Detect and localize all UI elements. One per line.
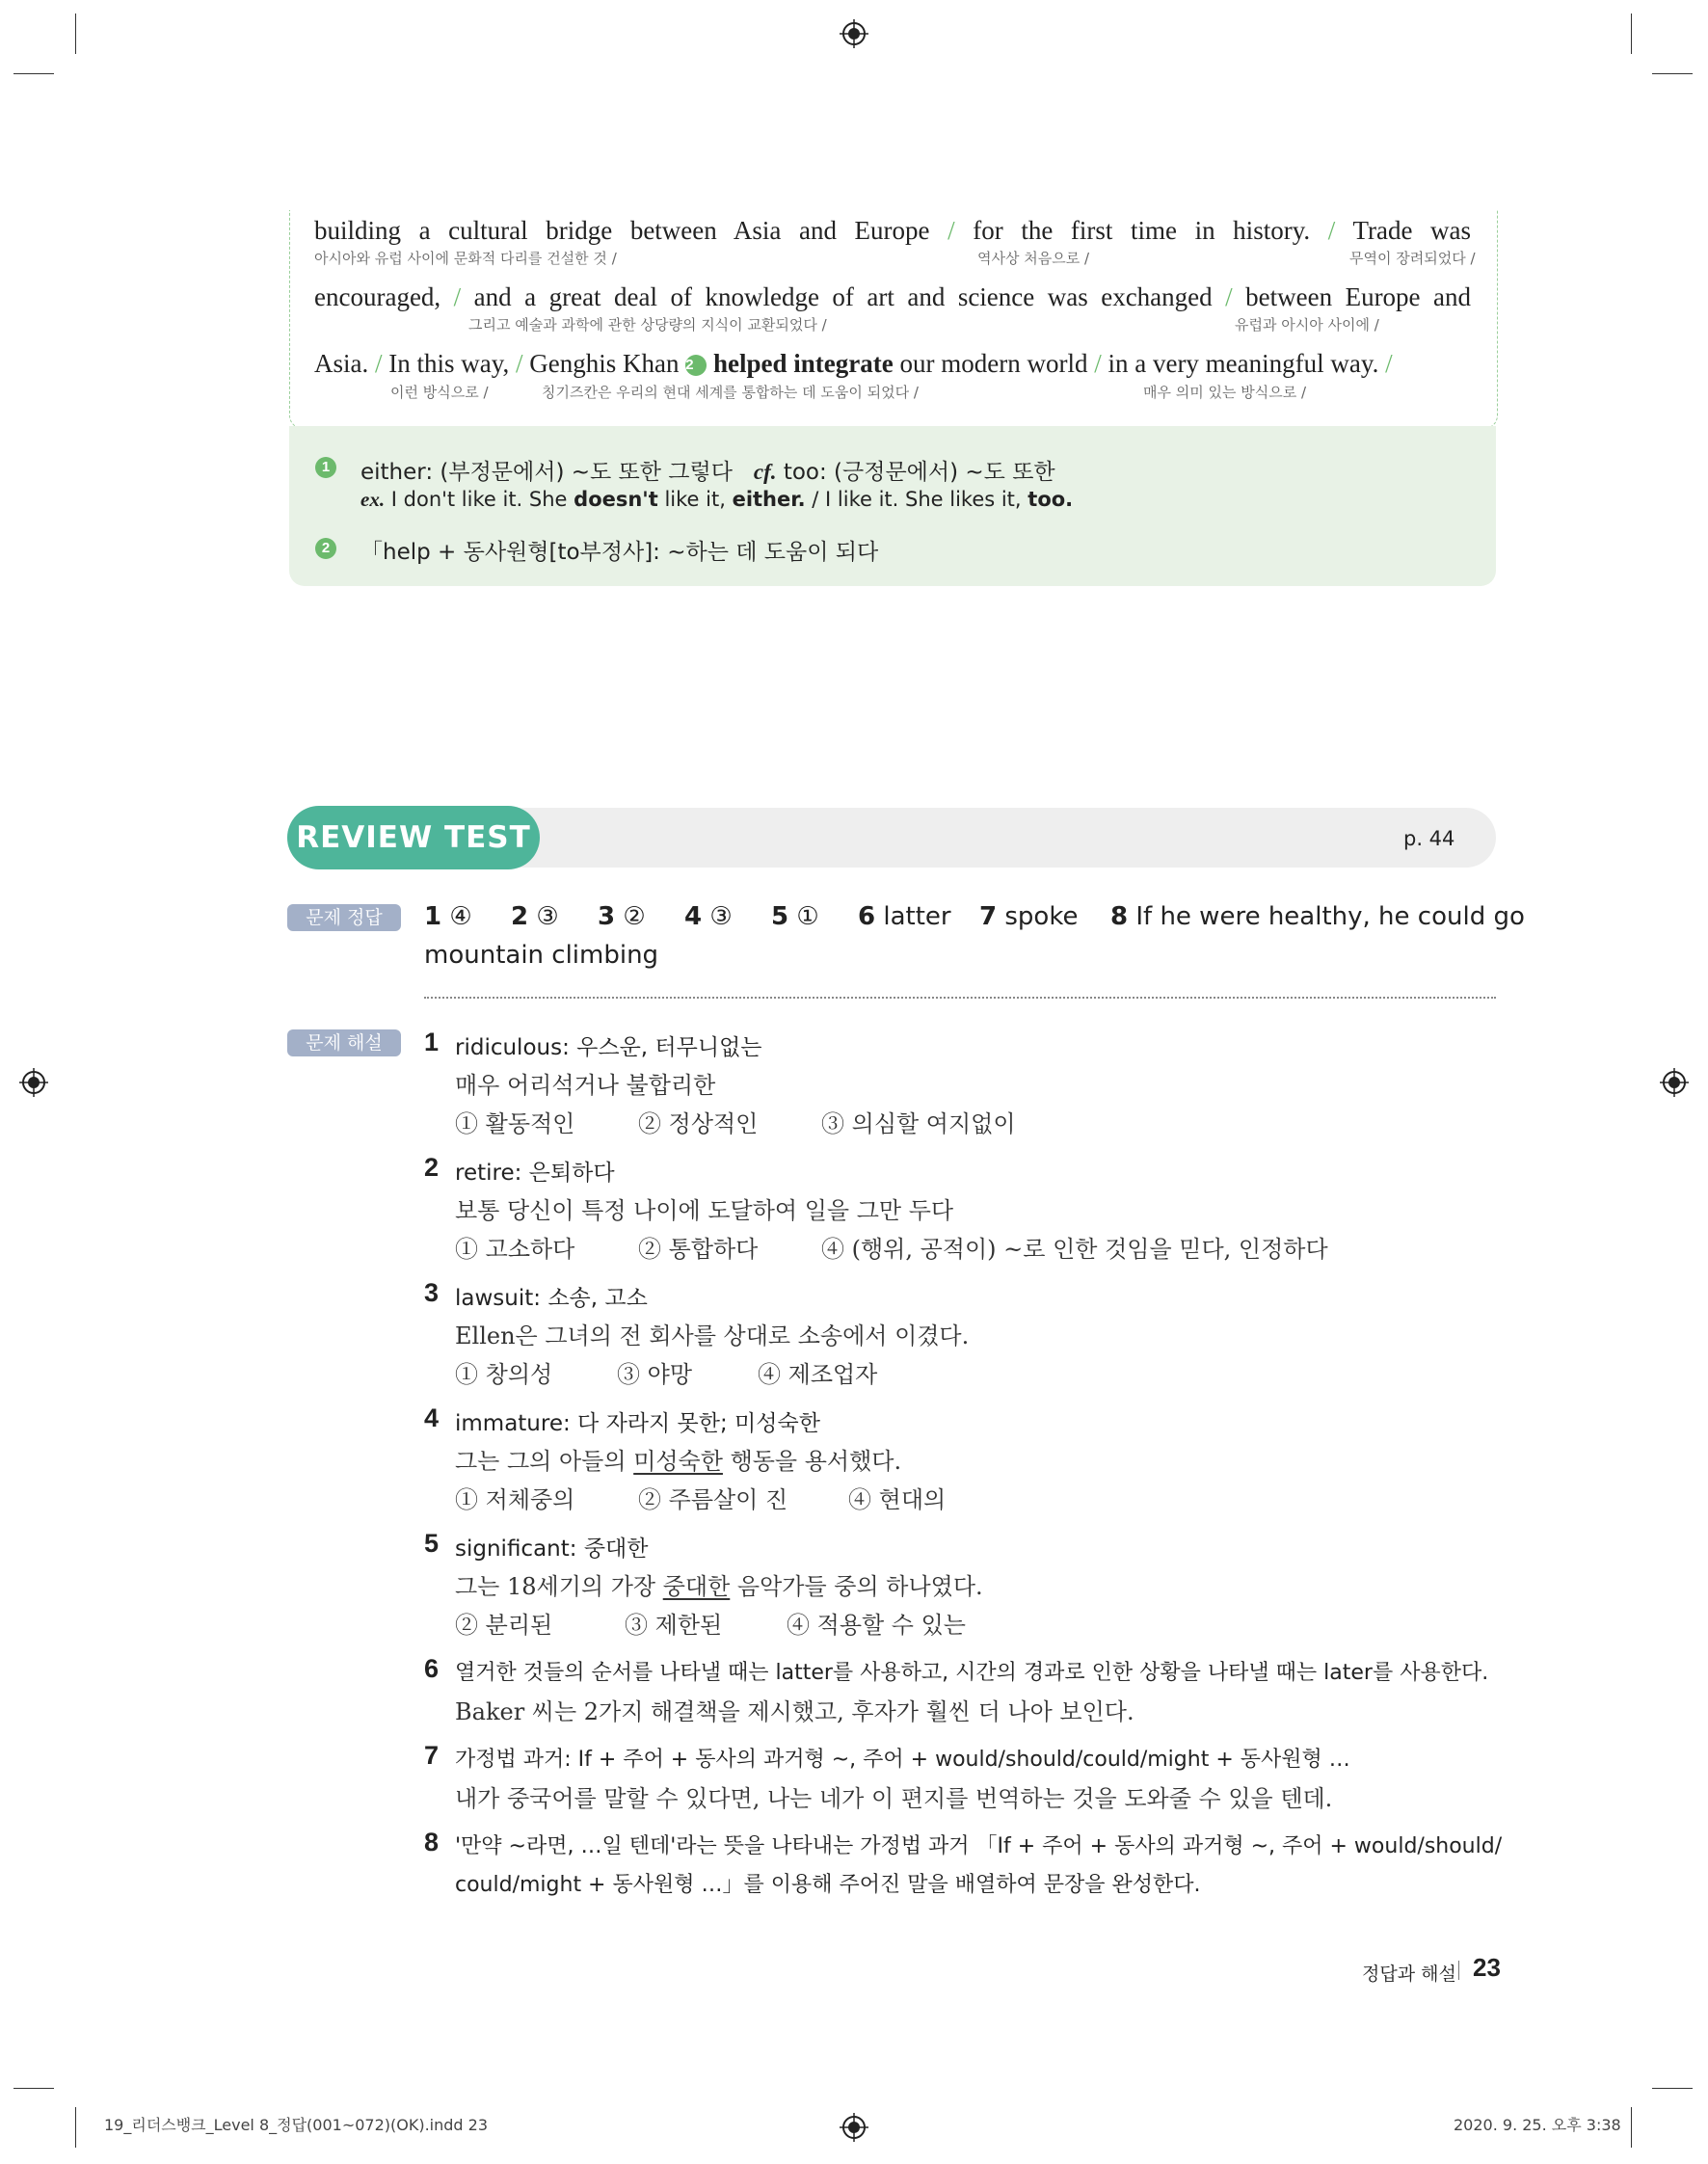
item-sentence: 내가 중국어를 말할 수 있다면, 나는 네가 이 편지를 번역하는 것을 도와줄 수 있을 텐데. bbox=[455, 1785, 1333, 1812]
note-number: 1 bbox=[315, 457, 336, 478]
answer-number: 7 bbox=[979, 902, 998, 931]
gloss: 그리고 예술과 과학에 관한 상당량의 지식이 교환되었다 / bbox=[468, 316, 827, 334]
passage-line-2 bbox=[314, 284, 1471, 310]
item-choice: ③ 제한된 bbox=[625, 1612, 723, 1639]
answer-number: 2 bbox=[511, 902, 529, 931]
passage-line-1 bbox=[314, 218, 1471, 244]
registration-mark-icon bbox=[1660, 1068, 1689, 1097]
answer-item bbox=[771, 902, 819, 931]
print-slug-date: 2020. 9. 25. 오후 3:38 bbox=[1454, 2116, 1621, 2134]
item-choice: ② 정상적인 bbox=[638, 1110, 759, 1137]
item-choice: ④ (행위, 공적이) ~로 인한 것임을 믿다, 인정하다 bbox=[821, 1236, 1328, 1263]
crop-mark bbox=[1652, 73, 1693, 74]
passage-text: for the first time in history. bbox=[973, 216, 1311, 245]
note-marker: 2 bbox=[685, 355, 707, 376]
passage-text: In this way, bbox=[388, 349, 510, 378]
item-choice: ① 고소하다 bbox=[455, 1236, 575, 1263]
note-text-part: either: (부정문에서) ~도 또한 그렇다 bbox=[360, 460, 733, 485]
item-headword: ridiculous: 우스운, 터무니없는 bbox=[455, 1035, 762, 1060]
item-choice: ④ 제조업자 bbox=[758, 1361, 878, 1388]
explanation-tag: 문제 해설 bbox=[287, 1029, 401, 1056]
item-headword: retire: 은퇴하다 bbox=[455, 1161, 615, 1186]
item-number: 4 bbox=[424, 1403, 440, 1432]
slash: / bbox=[947, 216, 955, 245]
answer-item bbox=[598, 902, 646, 931]
passage-text: building a cultural bridge between Asia and Europe bbox=[314, 216, 930, 245]
slash: / bbox=[1225, 282, 1233, 311]
example-key: either. bbox=[732, 488, 806, 511]
registration-mark-icon bbox=[19, 1068, 48, 1097]
registration-mark-icon bbox=[840, 19, 868, 48]
gloss: 유럽과 아시아 사이에 / bbox=[1235, 316, 1379, 334]
gloss: 역사상 처음으로 / bbox=[977, 250, 1090, 267]
item-sentence: Ellen은 그녀의 전 회사를 상대로 소송에서 이겼다. bbox=[455, 1322, 970, 1349]
answer-item bbox=[424, 902, 472, 931]
crop-mark bbox=[75, 13, 76, 54]
item-sentence: 매우 어리석거나 불합리한 bbox=[455, 1072, 716, 1099]
answer-value: ③ bbox=[536, 902, 559, 931]
note-example bbox=[360, 488, 1073, 512]
passage-line-3 bbox=[314, 351, 1500, 377]
item-number: 1 bbox=[424, 1028, 440, 1056]
footer-section-label: 정답과 해설 bbox=[1362, 1964, 1456, 1985]
slash: / bbox=[453, 282, 462, 311]
answer-item bbox=[1110, 902, 1525, 931]
example-text: / I like it. She likes it, bbox=[812, 488, 1022, 511]
underlined-word: 중대한 bbox=[662, 1573, 731, 1600]
page-number: 23 bbox=[1473, 1953, 1501, 1982]
crop-mark bbox=[75, 2107, 76, 2148]
item-sentence bbox=[455, 1567, 983, 1601]
gloss: 매우 의미 있는 방식으로 / bbox=[1143, 384, 1307, 401]
slash: / bbox=[1327, 216, 1336, 245]
gloss: 칭기즈칸은 우리의 현대 세계를 통합하는 데 도움이 되었다 / bbox=[542, 384, 919, 401]
item-sentence: Baker 씨는 2가지 해결책을 제시했고, 후자가 훨씬 더 나아 보인다. bbox=[455, 1698, 1134, 1725]
item-explanation: could/might + 동사원형 …」를 이용해 주어진 말을 배열하여 문장을 완성한다. bbox=[455, 1873, 1201, 1897]
answer-item bbox=[511, 902, 559, 931]
item-number: 5 bbox=[424, 1529, 440, 1558]
item-choice: ③ 의심할 여지없이 bbox=[821, 1110, 1016, 1137]
dotted-divider bbox=[424, 997, 1496, 999]
item-choice: ② 분리된 bbox=[455, 1612, 553, 1639]
answer-number: 3 bbox=[598, 902, 616, 931]
answer-number: 1 bbox=[424, 902, 442, 931]
passage-text: our modern world bbox=[899, 349, 1088, 378]
passage-text: between Europe and bbox=[1245, 282, 1472, 311]
note-number: 2 bbox=[315, 538, 336, 559]
crop-mark bbox=[1652, 2088, 1693, 2089]
crop-mark bbox=[1631, 13, 1632, 54]
item-sentence bbox=[455, 1442, 901, 1476]
item-sentence: 보통 당신이 특정 나이에 도달하여 일을 그만 두다 bbox=[455, 1197, 954, 1224]
item-headword: immature: 다 자라지 못한; 미성숙한 bbox=[455, 1411, 820, 1436]
gloss: 무역이 장려되었다 / bbox=[1349, 250, 1476, 267]
ex-label: ex. bbox=[360, 488, 386, 511]
sentence-part: 그는 그의 아들의 bbox=[455, 1448, 634, 1475]
item-choice: ② 주름살이 진 bbox=[638, 1486, 788, 1513]
answer-item bbox=[684, 902, 733, 931]
answer-value: latter bbox=[883, 902, 951, 931]
item-explanation: 가정법 과거: If + 주어 + 동사의 과거형 ~, 주어 + would/should/could/might + 동사원형 … bbox=[455, 1748, 1350, 1772]
item-number: 7 bbox=[424, 1741, 440, 1770]
example-key: doesn't bbox=[574, 488, 658, 511]
sentence-part: 음악가들 중의 하나였다. bbox=[730, 1573, 983, 1600]
answer-item bbox=[979, 902, 1078, 931]
page-reference: p. 44 bbox=[1403, 827, 1455, 850]
item-choice: ④ 현대의 bbox=[848, 1486, 947, 1513]
example-text: I don't like it. She bbox=[390, 488, 568, 511]
example-key: too. bbox=[1027, 488, 1074, 511]
note-text: 「help + 동사원형[to부정사]: ~하는 데 도움이 되다 bbox=[360, 540, 879, 565]
passage-key-phrase: helped integrate bbox=[713, 349, 894, 378]
answer-value: If he were healthy, he could go bbox=[1135, 902, 1525, 931]
answer-item bbox=[858, 902, 951, 931]
item-choice: ① 창의성 bbox=[455, 1361, 553, 1388]
item-number: 2 bbox=[424, 1153, 440, 1182]
item-choice: ④ 적용할 수 있는 bbox=[787, 1612, 966, 1639]
cf-label: cf. bbox=[753, 460, 777, 484]
crop-mark bbox=[1631, 2107, 1632, 2148]
passage-text: Asia. bbox=[314, 349, 369, 378]
item-number: 3 bbox=[424, 1278, 440, 1307]
item-choice: ② 통합하다 bbox=[638, 1236, 759, 1263]
passage-text: Genghis Khan bbox=[529, 349, 680, 378]
passage-text: in a very meaningful way. bbox=[1108, 349, 1379, 378]
underlined-word: 미성숙한 bbox=[633, 1448, 723, 1475]
answer-tag: 문제 정답 bbox=[287, 904, 401, 931]
answer-number: 8 bbox=[1110, 902, 1129, 931]
answer-number: 6 bbox=[858, 902, 876, 931]
item-choice: ③ 야망 bbox=[617, 1361, 692, 1388]
sentence-part: 그는 18세기의 가장 bbox=[455, 1573, 663, 1600]
answer-number: 4 bbox=[684, 902, 703, 931]
answer-value: ① bbox=[796, 902, 819, 931]
crop-mark bbox=[13, 2088, 54, 2089]
footer-divider bbox=[1458, 1961, 1459, 1980]
answer-number: 5 bbox=[771, 902, 789, 931]
gloss: 이런 방식으로 / bbox=[390, 384, 489, 401]
answer-value: ③ bbox=[709, 902, 733, 931]
example-text: like it, bbox=[664, 488, 726, 511]
item-headword: significant: 중대한 bbox=[455, 1536, 649, 1562]
answer-value: ② bbox=[623, 902, 646, 931]
slash: / bbox=[516, 349, 523, 378]
gloss: 아시아와 유럽 사이에 문화적 다리를 건설한 것 / bbox=[314, 250, 617, 267]
answer-continuation: mountain climbing bbox=[424, 941, 659, 970]
slash: / bbox=[1094, 349, 1102, 378]
passage-text: Trade was bbox=[1352, 216, 1472, 245]
answer-value: spoke bbox=[1004, 902, 1079, 931]
note-text-part: too: (긍정문에서) ~도 또한 bbox=[783, 460, 1055, 485]
item-choice: ① 활동적인 bbox=[455, 1110, 575, 1137]
slash: / bbox=[1385, 349, 1393, 378]
sentence-part: 행동을 용서했다. bbox=[722, 1448, 902, 1475]
item-choice: ① 저체중의 bbox=[455, 1486, 575, 1513]
registration-mark-icon bbox=[840, 2113, 868, 2142]
passage-text: and a great deal of knowledge of art and science was exchanged bbox=[473, 282, 1213, 311]
slash: / bbox=[375, 349, 383, 378]
crop-mark bbox=[13, 73, 54, 74]
note-text bbox=[360, 454, 1055, 486]
item-number: 6 bbox=[424, 1654, 440, 1683]
item-number: 8 bbox=[424, 1828, 440, 1857]
passage-text: encouraged, bbox=[314, 282, 441, 311]
item-explanation: 열거한 것들의 순서를 나타낼 때는 latter를 사용하고, 시간의 경과로 인한 상황을 나타낼 때는 later를 사용한다. bbox=[455, 1661, 1489, 1685]
answer-value: ④ bbox=[449, 902, 472, 931]
review-title: REVIEW TEST bbox=[287, 806, 540, 869]
print-slug-file: 19_리더스뱅크_Level 8_정답(001~072)(OK).indd 23 bbox=[104, 2116, 489, 2134]
item-headword: lawsuit: 소송, 고소 bbox=[455, 1286, 648, 1311]
item-explanation: '만약 ~라면, …일 텐데'라는 뜻을 나타내는 가정법 과거 「If + 주어 + 동사의 과거형 ~, 주어 + would/should/ bbox=[455, 1834, 1503, 1858]
